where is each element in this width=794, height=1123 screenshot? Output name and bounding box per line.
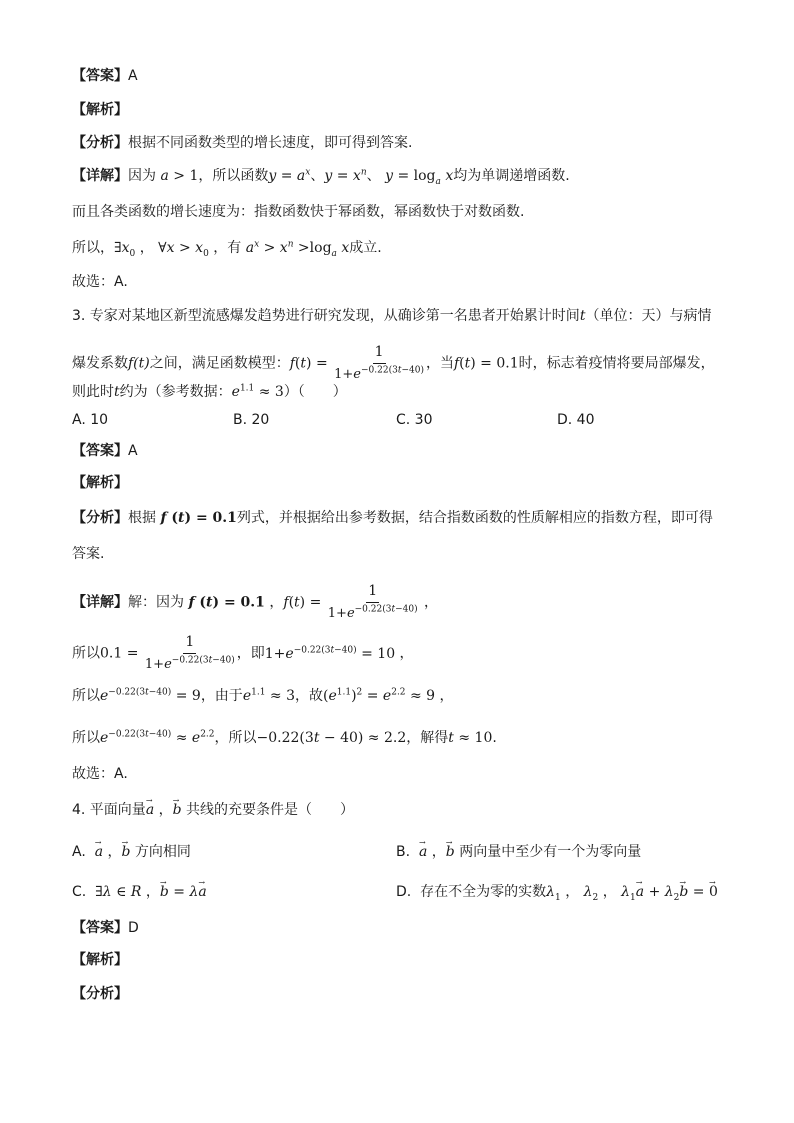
q3-option-d: D. 40 [557, 412, 595, 428]
q3-stem-line3: 则此时t约为（参考数据：$e^{1.1} \approx 3$）（ ） [72, 383, 347, 400]
q2-analysis-heading: 【解析】 [72, 102, 128, 118]
q3-stem-line1: 3. 专家对某地区新型流感爆发趋势进行研究发现，从确诊第一名患者开始累计时间t（单位：天）与病情 [72, 308, 712, 324]
q2-detail: 【详解】因为 a > 1，所以函数$y = a^x$、$y = x^n$、 $y = \log_a x$均为单调递增函数. [72, 167, 570, 187]
q3-detail-line2: 所以0.1 = $\frac{1}{1+e^{-0.22(3t-40)}}$ ，即$1+e^{-0.22(3t-40)} = 10$ ， [72, 632, 414, 675]
math-a-gt-1: a [160, 168, 169, 184]
math-inequality: $a^x$ [245, 239, 260, 256]
q3-analysis-heading: 【解析】 [72, 475, 128, 491]
q3-choose: 故选：A. [72, 766, 128, 782]
q3-detail-line3: 所以$e^{-0.22(3t-40)} = 9$，由于$e^{1.1} \approx 3$，故$(e^{1.1})^2 = e^{2.2} \approx 9$ ， [72, 687, 454, 704]
math-f-t: f(t) [128, 355, 150, 372]
q4-option-c: C. ∃λ ∈ R ，→ b = λ→ a [72, 882, 207, 902]
math-functions: y [268, 168, 277, 184]
math-eq-fraction: $\frac{1}{1+e^{-0.22(3t-40)}}$ [144, 634, 235, 672]
q2-line3: 所以，$\exists x_0$ ， ∀x > $x_0$ ，有 $a^x > x^n >\log_a$ x成立. [72, 239, 382, 259]
math-f-t-eq: f (t) = 0.1 [160, 510, 237, 526]
q3-detail: 【详解】解：因为 f (t) = 0.1 ，f(t) = $\frac{1}{1+e^{-0.22(3t-40)}}$ ， [72, 581, 438, 624]
q4-analysis-heading: 【解析】 [72, 952, 128, 968]
q2-fenxi: 【分析】根据不同函数类型的增长速度，即可得到答案. [72, 135, 413, 151]
q3-detail-line4: 所以$e^{-0.22(3t-40)} \approx e^{2.2}$，所以−0.22(3t − 40) ≈ 2.2，解得t ≈ 10. [72, 729, 497, 746]
q2-answer: 【答案】A [72, 68, 138, 84]
q3-answer: 【答案】A [72, 443, 138, 459]
q4-option-d: D. 存在不全为零的实数$\lambda_1$ ， $\lambda_2$ ， $\lambda_1\to a + \lambda_2\to b$ = → 0 [396, 882, 718, 902]
q3-option-a: A. 10 [72, 412, 109, 428]
q3-fenxi-cont: 答案. [72, 546, 105, 562]
q3-option-c: C. 30 [396, 412, 433, 428]
q2-choose: 故选：A. [72, 274, 128, 290]
q4-option-a: A. → a ，→ b 方向相同 [72, 842, 191, 862]
q4-fenxi-heading: 【分析】 [72, 986, 128, 1002]
math-model-fraction: $\frac{1}{1+e^{-0.22(3t-40)}}$ [334, 344, 424, 382]
math-reference: e [231, 384, 240, 400]
math-forall: ∀x > $x_0$ [158, 240, 209, 259]
q3-option-b: B. 20 [233, 412, 270, 428]
q2-line2: 而且各类函数的增长速度为：指数函数快于幂函数，幂函数快于对数函数. [72, 204, 525, 220]
math-exists-x0: $\exists x_0$ [114, 240, 136, 259]
q4-stem: 4. 平面向量→ a ，→ b 共线的充要条件是（ ） [72, 800, 354, 820]
q3-fenxi: 【分析】根据 f (t) = 0.1列式，并根据给出参考数据，结合指数函数的性质解相应的指数方程，即可得 [72, 510, 713, 526]
q4-answer: 【答案】D [72, 920, 139, 936]
math-detail-fraction: $\frac{1}{1+e^{-0.22(3t-40)}}$ [327, 583, 418, 621]
q3-stem-line2: 爆发系数f(t)之间，满足函数模型：f(t) = $\frac{1}{1+e^{-0.22(3t-40)}}$ ，当f(t) = 0.1时，标志着疫情将要局部爆发， [72, 342, 715, 385]
q4-option-b: B. → a ，→ b 两向量中至少有一个为零向量 [396, 842, 641, 862]
